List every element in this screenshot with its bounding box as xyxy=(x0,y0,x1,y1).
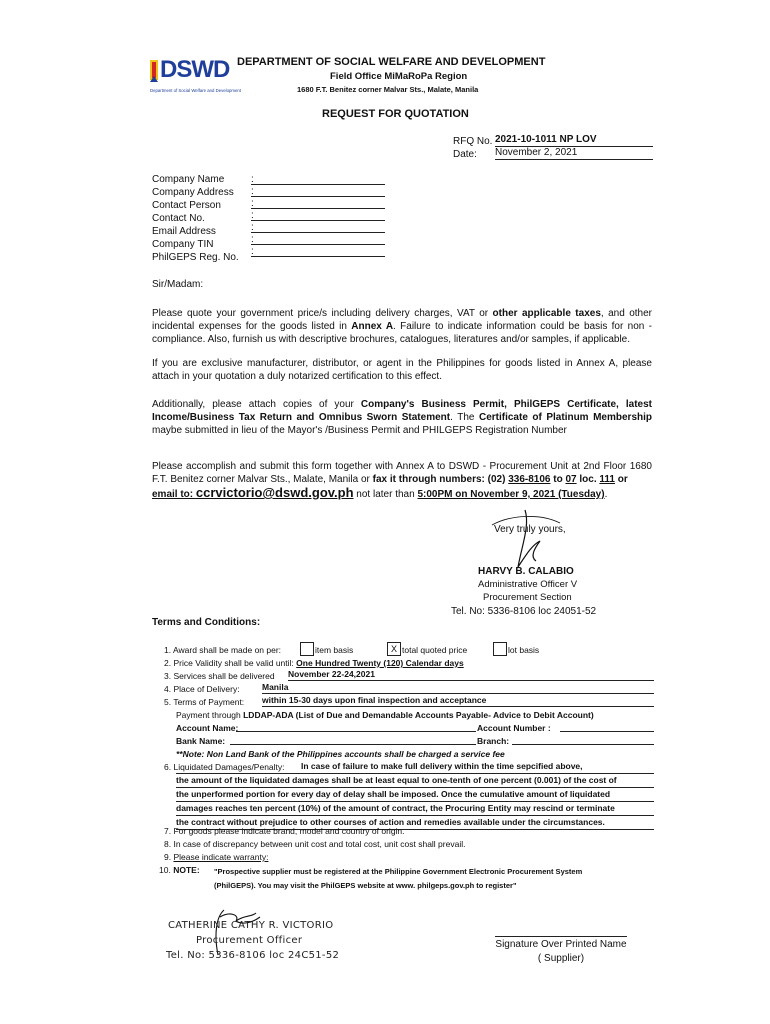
logo-subtext: Department of Social Welfare and Development xyxy=(150,88,241,93)
company-field-inputs xyxy=(251,173,385,257)
term-1: 1. Award shall be made on per: xyxy=(164,645,282,655)
bank-name-input[interactable] xyxy=(230,744,476,745)
bottom-signatory-name: CATHERINE CATHY R. VICTORIO xyxy=(168,920,334,931)
signatory-tel: Tel. No: 5336-8106 loc 24051-52 xyxy=(451,606,597,617)
field-email-address: Email Address xyxy=(152,226,216,237)
paragraph-4: Please accomplish and submit this form together with Annex A to DSWD - Procurement Unit at 2nd Floor 1680 F.T. Benitez corner Malvar Sts., Malate, Manila or fax it through numbers: (02) 336-8106 to 07 loc. 111 or email to: ccrvictorio@dswd.gov.ph not later than 5:00PM on November 9, 2021 (Tuesday). xyxy=(152,461,652,500)
supplier-signature-line[interactable] xyxy=(495,936,627,937)
term-9: 9. Please indicate warranty: xyxy=(164,852,269,862)
bank-note: **Note: Non Land Bank of the Philippines accounts shall be charged a service fee xyxy=(176,749,505,759)
field-company-name: Company Name xyxy=(152,174,225,185)
field-company-address: Company Address xyxy=(152,187,234,198)
contact-no-input[interactable]: : xyxy=(251,209,385,221)
branch-input[interactable] xyxy=(512,744,654,745)
logo-text: DSWD xyxy=(160,56,230,83)
bottom-signatory-tel: Tel. No: 5336-8106 loc 24C51-52 xyxy=(166,950,340,961)
term-3-value: November 22-24,2021 xyxy=(288,669,654,681)
lot-basis-checkbox[interactable] xyxy=(493,642,507,656)
term-4: 4. Place of Delivery: xyxy=(164,684,240,694)
email-address-input[interactable]: : xyxy=(251,221,385,233)
signatory-section: Procurement Section xyxy=(483,592,572,603)
office-address: 1680 F.T. Benitez corner Malvar Sts., Malate, Manila xyxy=(297,85,479,94)
term-4-value: Manila xyxy=(262,682,654,694)
company-fields xyxy=(152,173,239,264)
rfq-no-value: 2021-10-1011 NP LOV xyxy=(495,134,653,147)
field-office: Field Office MiMaRoPa Region xyxy=(330,71,468,82)
account-name-input[interactable] xyxy=(236,731,476,732)
term-6: 6. Liquidated Damages/Penalty: xyxy=(164,762,285,772)
rfq-no-label: RFQ No. xyxy=(453,136,493,147)
account-name-label: Account Name: xyxy=(176,723,239,733)
term-3: 3. Services shall be delivered xyxy=(164,671,275,681)
page-title: REQUEST FOR QUOTATION xyxy=(322,108,469,120)
term-6-text: In case of failure to make full delivery within the time sepcified above, the amount of the liquidated damages shall be at least equal to one-tenth of one percent (0.001) of the cost of the unperformed portion for every day of delay shall be imposed. Once the cumulative amount of liquidated damages reaches ten percent (10%) of the amount of contract, the Procuring Entity may rescind or terminate the contract without prejudice to other courses of action and remedies available under the circumstances. xyxy=(176,760,654,830)
contact-person-input[interactable]: : xyxy=(251,197,385,209)
bank-name-label: Bank Name: xyxy=(176,736,226,746)
bottom-signatory-position: Procurement Officer xyxy=(196,935,303,946)
closing: Very truly yours, xyxy=(494,524,566,535)
account-number-label: Account Number : xyxy=(477,723,551,733)
field-philgeps-reg: PhilGEPS Reg. No. xyxy=(152,252,239,263)
philgeps-reg-input[interactable]: : xyxy=(251,245,385,257)
term-7: 7. For goods please indicate brand, model and country of origin. xyxy=(164,826,405,836)
paragraph-2: If you are exclusive manufacturer, distributor, or agent in the Philippines for goods listed in Annex A, please attach in your quotation a duly notarized certification to this effect. xyxy=(152,358,652,382)
field-contact-no: Contact No. xyxy=(152,213,205,224)
term-10-text: "Prospective supplier must be registered at the Philippine Government Electronic Procurement System (PhilGEPS). You may visit the PhilGEPS website at www. philgeps.gov.ph to register" xyxy=(214,867,583,890)
signature-calabio-icon xyxy=(470,505,580,575)
account-number-input[interactable] xyxy=(560,731,654,732)
supplier-label: ( Supplier) xyxy=(537,953,585,964)
signatory-name: HARVY B. CALABIO xyxy=(478,566,574,577)
total-quoted-price-label: total quoted price xyxy=(402,645,468,655)
company-address-input[interactable]: : xyxy=(251,185,385,197)
lot-basis-label: lot basis xyxy=(508,645,540,655)
email-link[interactable]: ccrvictorio@dswd.gov.ph xyxy=(195,485,354,500)
terms-title: Terms and Conditions: xyxy=(152,617,261,628)
supplier-signature-label: Signature Over Printed Name xyxy=(495,939,627,950)
rfq-date-label: Date: xyxy=(453,149,477,160)
term-5: 5. Terms of Payment: xyxy=(164,697,245,707)
company-name-input[interactable]: : xyxy=(251,173,385,185)
salutation: Sir/Madam: xyxy=(152,279,204,290)
company-tin-input[interactable]: : xyxy=(251,233,385,245)
branch-label: Branch: xyxy=(477,736,510,746)
item-basis-checkbox[interactable] xyxy=(300,642,314,656)
field-contact-person: Contact Person xyxy=(152,200,221,211)
term-10: 10. NOTE: xyxy=(159,865,200,875)
rfq-date-value: November 2, 2021 xyxy=(495,147,653,160)
term-2: 2. Price Validity shall be valid until: One Hundred Twenty (120) Calendar days xyxy=(164,658,464,668)
payment-through: Payment through LDDAP-ADA (List of Due and Demandable Accounts Payable- Advice to Debit Account) xyxy=(176,710,594,720)
dswd-logo xyxy=(150,56,241,96)
field-company-tin: Company TIN xyxy=(152,239,214,250)
total-quoted-price-checkbox[interactable]: X xyxy=(387,642,401,656)
paragraph-3: Additionally, please attach copies of your Company's Business Permit, PhilGEPS Certificate, latest Income/Business Tax Return and Omnibus Sworn Statement. The Certificate of Platinum Membership maybe submitted in lieu of the Mayor's /Business Permit and PHILGEPS Registration Number xyxy=(152,399,652,436)
term-8: 8. In case of discrepancy between unit cost and total cost, unit cost shall prevail. xyxy=(164,839,466,849)
item-basis-label: item basis xyxy=(315,645,354,655)
department-name: DEPARTMENT OF SOCIAL WELFARE AND DEVELOPMENT xyxy=(237,56,546,68)
term-5-value: within 15-30 days upon final inspection and acceptance xyxy=(262,695,654,707)
paragraph-1: Please quote your government price/s including delivery charges, VAT or other applicable taxes, and other incidental expenses for the goods listed in Annex A. Failure to indicate information could be basis for non - compliance. Also, furnish us with descriptive brochures, catalogues, literatures and/or samples, if applicable. xyxy=(152,308,652,345)
signatory-position: Administrative Officer V xyxy=(478,579,578,590)
